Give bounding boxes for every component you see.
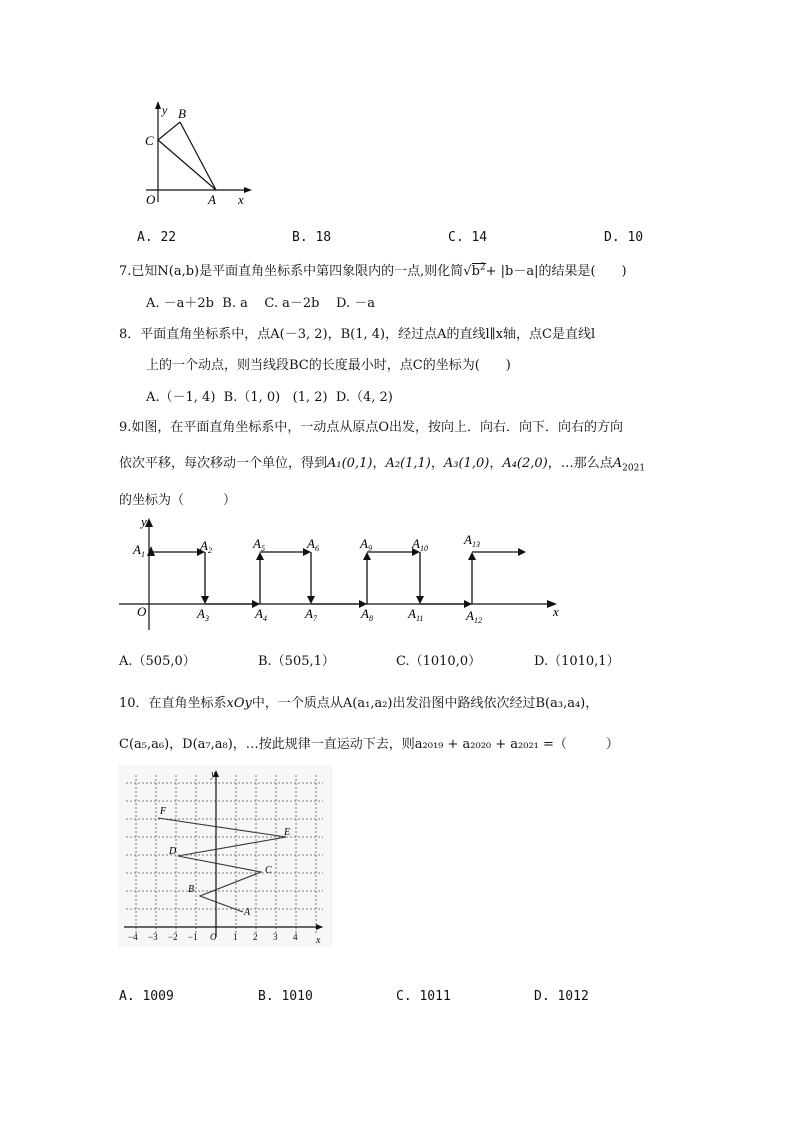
- label-a1: $A_1$: [133, 542, 145, 559]
- q9-point-a4: A₄(2,0): [502, 456, 548, 471]
- svg-text:O: O: [210, 932, 217, 942]
- q9-point-a3: A₃(1,0): [443, 456, 490, 471]
- q9-option-c[interactable]: C.（1010,0）: [396, 654, 482, 669]
- label-a10: $A_{10}$: [412, 536, 428, 553]
- q10-option-d[interactable]: D. 1012: [534, 989, 589, 1004]
- q9-option-d[interactable]: D.（1010,1）: [534, 654, 620, 669]
- svg-text:−4: −4: [128, 932, 138, 942]
- y-axis-arrow: [155, 101, 161, 109]
- q9-line3: 的坐标为（ ）: [119, 493, 237, 508]
- q6-option-c[interactable]: C. 14: [448, 230, 488, 245]
- point-e: E: [284, 827, 291, 838]
- label-a4: $A_4$: [255, 606, 267, 623]
- svg-text:−2: −2: [168, 932, 178, 942]
- svg-text:1: 1: [233, 932, 238, 942]
- q9-point-a1: A₁(0,1): [327, 456, 373, 471]
- q7-options: [146, 292, 375, 311]
- svg-text:3: 3: [273, 932, 278, 942]
- q7-option-c[interactable]: C. a－2b: [264, 296, 320, 311]
- label-x: x: [553, 604, 559, 619]
- q7-option-a[interactable]: A. －a＋2b: [146, 296, 214, 311]
- q6-option-d[interactable]: D. 10: [604, 230, 644, 245]
- x-tick-labels: [128, 932, 298, 942]
- label-c: C: [145, 133, 154, 148]
- point-f: F: [160, 806, 167, 817]
- q9-target-point: A: [612, 456, 623, 471]
- q7-option-b[interactable]: B. a: [222, 296, 248, 311]
- sqrt-symbol: √: [463, 264, 472, 279]
- q7-text-after: + |b－a|的结果是( ): [485, 264, 627, 279]
- label-a13: $A_{13}$: [464, 532, 480, 549]
- figure-step-path: [115, 512, 570, 634]
- label-a12: $A_{12}$: [466, 608, 482, 625]
- point-c: C: [265, 865, 272, 876]
- q9-line1: 9.如图，在平面直角坐标系中，一动点从原点O出发，按向上．向右．向下．向右的方向: [119, 420, 624, 435]
- label-b: B: [178, 106, 186, 121]
- label-y: y: [141, 514, 147, 529]
- point-d: D: [169, 846, 177, 857]
- q8-options: [146, 386, 393, 405]
- label-a3: $A_3$: [197, 606, 209, 623]
- x-axis-arrow: [244, 187, 252, 193]
- label-x: x: [316, 935, 321, 946]
- label-y: y: [162, 103, 168, 117]
- segment-ca: [158, 140, 216, 190]
- label-y: y: [211, 769, 216, 780]
- segment-ba: [180, 122, 216, 190]
- q9-point-a2: A₂(1,1): [385, 456, 431, 471]
- q8-option-d[interactable]: D.（4, 2): [335, 390, 393, 405]
- q8-option-c[interactable]: (1, 2): [292, 390, 328, 405]
- label-a11: $A_{11}$: [408, 606, 424, 623]
- svg-text:−3: −3: [148, 932, 158, 942]
- label-a2: $A_2$: [200, 538, 212, 555]
- label-a7: $A_7$: [305, 606, 317, 623]
- q8-option-a[interactable]: A.（－1, 4): [146, 390, 216, 405]
- segment-cb: [158, 122, 180, 140]
- q7-radicand: $b^2$: [471, 262, 486, 279]
- q10-line2: C(a₅,a₆)，D(a₇,a₈)，…按此规律一直运动下去，则a₂₀₁₉ + a₂₀₂₀ + a₂₀₂₁ =（ ）: [119, 737, 619, 752]
- q7-exponent: 2: [479, 262, 486, 273]
- q6-option-a[interactable]: A. 22: [137, 230, 177, 245]
- label-a9: $A_9$: [360, 536, 372, 553]
- q10-option-c[interactable]: C. 1011: [396, 989, 451, 1004]
- path-arrowheads: [147, 546, 526, 608]
- svg-text:2: 2: [253, 932, 258, 942]
- q7-option-d[interactable]: D. －a: [336, 296, 375, 311]
- q8-line1: 8．平面直角坐标系中，点A(－3, 2)，B(1, 4)，经过点A的直线l∥x轴，点C是直线l: [119, 327, 596, 342]
- q9-option-b[interactable]: B.（505,1）: [258, 654, 335, 669]
- q6-option-b[interactable]: B. 18: [292, 230, 332, 245]
- q9-line2-tail: …那么点: [560, 456, 613, 471]
- q10-option-a[interactable]: A. 1009: [119, 989, 174, 1004]
- q10-xoy: xOy: [226, 696, 252, 711]
- label-x: x: [238, 192, 244, 207]
- q7-text-before: 7.已知N(a,b)是平面直角坐标系中第四象限内的一点,则化简: [119, 264, 464, 279]
- svg-text:−1: −1: [188, 932, 198, 942]
- svg-text:4: 4: [293, 932, 298, 942]
- q10-option-b[interactable]: B. 1010: [258, 989, 313, 1004]
- q10-line1-a: 10．在直角坐标系: [119, 696, 227, 711]
- label-a5: $A_5$: [253, 536, 265, 553]
- label-a8: $A_8$: [361, 606, 373, 623]
- q9-line2-text: 依次平移，每次移动一个单位，得到: [119, 456, 328, 471]
- q8-line2: 上的一个动点，则当线段BC的长度最小时，点C的坐标为( ): [146, 358, 511, 373]
- q9-option-a[interactable]: A.（505,0）: [119, 654, 196, 669]
- point-a: A: [244, 907, 251, 918]
- label-o: O: [137, 604, 147, 619]
- label-o: O: [146, 192, 156, 207]
- q10-line1: [119, 692, 598, 711]
- label-a6: $A_6$: [307, 536, 319, 553]
- q10-line1-b: 中，一个质点从A(a₁,a₂)出发沿图中路线依次经过B(a₃,a₄)，: [251, 696, 599, 711]
- label-a: A: [208, 192, 216, 207]
- figure-triangle: [140, 98, 260, 210]
- q9-target-sub: 2021: [622, 463, 646, 474]
- point-b: B: [188, 884, 195, 895]
- q8-option-b[interactable]: B.（1, 0): [223, 390, 281, 405]
- figure-grid-zigzag: [118, 765, 333, 947]
- q7-question: [119, 260, 627, 279]
- q9-line2: 依次平移，每次移动一个单位，得到A₁(0,1)，A₂(1,1)，A₃(1,0)，A₄(2,0)，…那么点$A_{2021}$: [119, 456, 646, 474]
